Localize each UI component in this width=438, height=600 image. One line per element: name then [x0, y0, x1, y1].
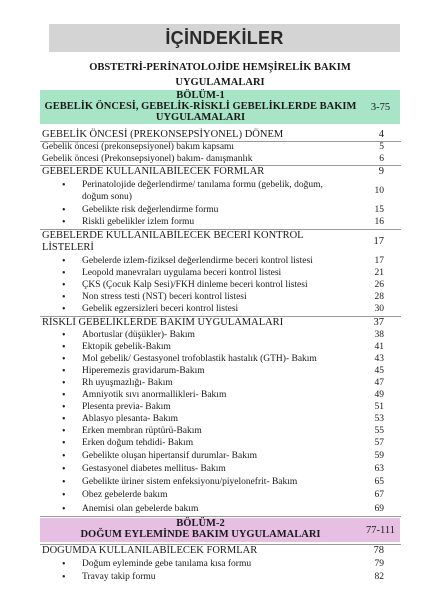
- toc-page-number: 57: [374, 438, 384, 448]
- bullet-icon: •: [62, 572, 66, 583]
- toc-page-number: 41: [374, 342, 384, 352]
- toc-page-number: 4: [378, 129, 384, 140]
- toc-entry-text: Ablasyo plesanta- Bakım: [82, 414, 179, 424]
- toc-page-number: 51: [374, 402, 384, 412]
- bullet-icon: •: [62, 342, 66, 353]
- toc-entry-text: Gebelerde izlem-fiziksel değerlendirme beceri kontrol listesi: [82, 256, 313, 266]
- part-2-label: BÖLÜM-2: [176, 518, 225, 529]
- bullet-icon: •: [62, 559, 66, 570]
- toc-entry-text-continued: doğum sonu): [82, 192, 132, 202]
- bullet-icon: •: [62, 292, 66, 303]
- toc-page-number: 59: [374, 451, 384, 461]
- part-1-title-line-1: GEBELİK ÖNCESİ, GEBELİK-RİSKLİ GEBELİKLERDE BAKIM: [44, 101, 357, 112]
- toc-entry-text: Gebelikte üriner sistem enfeksiyonu/piyelonefrit- Bakım: [82, 477, 298, 487]
- toc-page-number: 65: [374, 477, 384, 487]
- toc-entry: [0, 180, 438, 204]
- toc-entry-text: Plesenta previa- Bakım: [82, 402, 171, 412]
- bullet-icon: •: [62, 366, 66, 377]
- toc-page-number: 16: [374, 217, 384, 227]
- toc-page-number: 6: [379, 154, 384, 164]
- contents-title-bar: [49, 24, 400, 52]
- toc-heading-text: RİSKLİ GEBELİKLERDE BAKIM UYGULAMALARI: [42, 317, 284, 328]
- toc-page-number: 26: [374, 280, 384, 290]
- book-title-line-2: UYGULAMALARI: [175, 77, 265, 88]
- toc-page-number: 5: [379, 142, 384, 152]
- part-2-title: DOĞUM EYLEMİNDE BAKIM UYGULAMALARI: [80, 529, 321, 540]
- bullet-icon: •: [62, 280, 66, 291]
- toc-page-number: 15: [374, 205, 384, 215]
- bullet-icon: •: [62, 504, 66, 515]
- toc-entry-text: Ektopik gebelik-Bakım: [82, 342, 171, 352]
- row-divider: [40, 544, 401, 545]
- toc-entry-text: ÇKS (Çocuk Kalp Sesi)/FKH dinleme beceri kontrol listesi: [82, 280, 308, 290]
- toc-page-number: 28: [374, 292, 384, 302]
- part-2-pages: 77-111: [361, 518, 400, 542]
- bullet-icon: •: [62, 438, 66, 449]
- toc-entry-text: Gebelik öncesi (Prekonsepsiyonel) bakım- danışmanlık: [42, 154, 253, 164]
- toc-page-number: 82: [374, 572, 384, 582]
- toc-heading-text: DOĞUMDA KULLANILABİLECEK FORMLAR: [42, 545, 258, 556]
- contents-title: İÇİNDEKİLER: [165, 27, 284, 48]
- bullet-icon: •: [62, 217, 66, 228]
- part-2-header: [40, 518, 361, 542]
- part-1-label: BÖLÜM-1: [176, 90, 225, 101]
- toc-page-number: 63: [374, 464, 384, 474]
- part-1-header: [40, 90, 361, 124]
- toc-heading: [0, 230, 438, 254]
- toc-entry-text: Gestasyonel diabetes mellitus- Bakım: [82, 464, 226, 474]
- toc-page-number: 17: [373, 236, 384, 247]
- toc-page-number: 67: [374, 490, 384, 500]
- toc-entry-text: Hiperemezis gravidarum-Bakım: [82, 366, 205, 376]
- bullet-icon: •: [62, 304, 66, 315]
- row-divider: [40, 316, 401, 317]
- book-title: [40, 60, 400, 90]
- toc-page-number: 69: [374, 504, 384, 514]
- bullet-icon: •: [62, 390, 66, 401]
- row-divider: [40, 229, 401, 230]
- bullet-icon: •: [62, 426, 66, 437]
- toc-entry-text: Erken doğum tehdidi- Bakım: [82, 438, 194, 448]
- row-divider: [40, 141, 401, 142]
- book-title-line-1: OBSTETRİ-PERİNATOLOJİDE HEMŞİRELİK BAKIM: [89, 62, 351, 73]
- toc-page-number: 78: [373, 545, 384, 556]
- toc-entry-text: Mol gebelik/ Gestasyonel trofoblastik hastalık (GTH)- Bakım: [82, 354, 317, 364]
- toc-heading-text: GEBELERDE KULLANILABİLECEK FORMLAR: [42, 166, 265, 177]
- bullet-icon: •: [62, 268, 66, 279]
- toc-page-number: 30: [374, 304, 384, 314]
- bullet-icon: •: [62, 402, 66, 413]
- toc-entry-text: Obez gebelerde bakım: [82, 490, 168, 500]
- toc-entry-text: Gebelikte risk değerlendirme formu: [82, 205, 219, 215]
- bullet-icon: •: [62, 354, 66, 365]
- toc-page-number: 79: [374, 559, 384, 569]
- toc-heading-text: GEBELİK ÖNCESİ (PREKONSEPSİYONEL) DÖNEM: [42, 129, 284, 140]
- toc-page-number: 10: [374, 186, 384, 196]
- toc-heading-text: GEBELERDE KULLANILABİLECEK BECERİ KONTROL: [42, 230, 304, 241]
- part-1-title-line-2: UYGULAMALARI: [155, 112, 246, 123]
- part-1-pages: 3-75: [361, 90, 400, 124]
- toc-entry-text: Travay takip formu: [82, 572, 156, 582]
- toc-entry-text: Leopold manevraları uygulama beceri kontrol listesi: [82, 268, 282, 278]
- toc-page-number: 9: [378, 166, 384, 177]
- bullet-icon: •: [62, 256, 66, 267]
- toc-entry-text: Riskli gebelikler izlem formu: [82, 217, 195, 227]
- toc-entry-text: Gebelik egzersizleri beceri kontrol listesi: [82, 304, 239, 314]
- toc-entry-text: Gebelikte oluşan hipertansif durumlar- Bakım: [82, 451, 257, 461]
- toc-page-number: 21: [374, 268, 384, 278]
- toc-entry-text: Abortuslar (düşükler)- Bakım: [82, 330, 195, 340]
- toc-page-number: 37: [373, 317, 384, 328]
- toc-heading-text-continued: LİSTELERİ: [42, 242, 94, 253]
- row-divider: [40, 165, 401, 166]
- toc-page-number: 55: [374, 426, 384, 436]
- toc-entry-text: Doğum eyleminde gebe tanılama kısa formu: [82, 559, 252, 569]
- bullet-icon: •: [62, 464, 66, 475]
- toc-entry-text: Amniyotik sıvı anormallikleri- Bakım: [82, 390, 227, 400]
- bullet-icon: •: [62, 330, 66, 341]
- row-divider: [40, 516, 401, 517]
- toc-entry-text: Rh uyuşmazlığı- Bakım: [82, 378, 173, 388]
- bullet-icon: •: [62, 477, 66, 488]
- toc-page-number: 43: [374, 354, 384, 364]
- bullet-icon: •: [62, 378, 66, 389]
- bullet-icon: •: [62, 451, 66, 462]
- bullet-icon: •: [62, 180, 66, 191]
- bullet-icon: •: [62, 490, 66, 501]
- toc-page-number: 47: [374, 378, 384, 388]
- toc-page-number: 53: [374, 414, 384, 424]
- toc-page-number: 45: [374, 366, 384, 376]
- toc-entry-text: Non stress testi (NST) beceri kontrol listesi: [82, 292, 247, 302]
- toc-page-number: 49: [374, 390, 384, 400]
- toc-page-number: 38: [374, 330, 384, 340]
- toc-page-number: 17: [374, 256, 384, 266]
- bullet-icon: •: [62, 205, 66, 216]
- toc-entry-text: Anemisi olan gebelerde bakım: [82, 504, 199, 514]
- toc-entry-text: Gebelik öncesi (prekonsepsiyonel) bakım kapsamı: [42, 142, 235, 152]
- bullet-icon: •: [62, 414, 66, 425]
- toc-entry-text: Erken membran rüptürü-Bakım: [82, 426, 202, 436]
- toc-entry-text: Perinatolojide değerlendirme/ tanılama formu (gebelik, doğum,: [82, 180, 323, 190]
